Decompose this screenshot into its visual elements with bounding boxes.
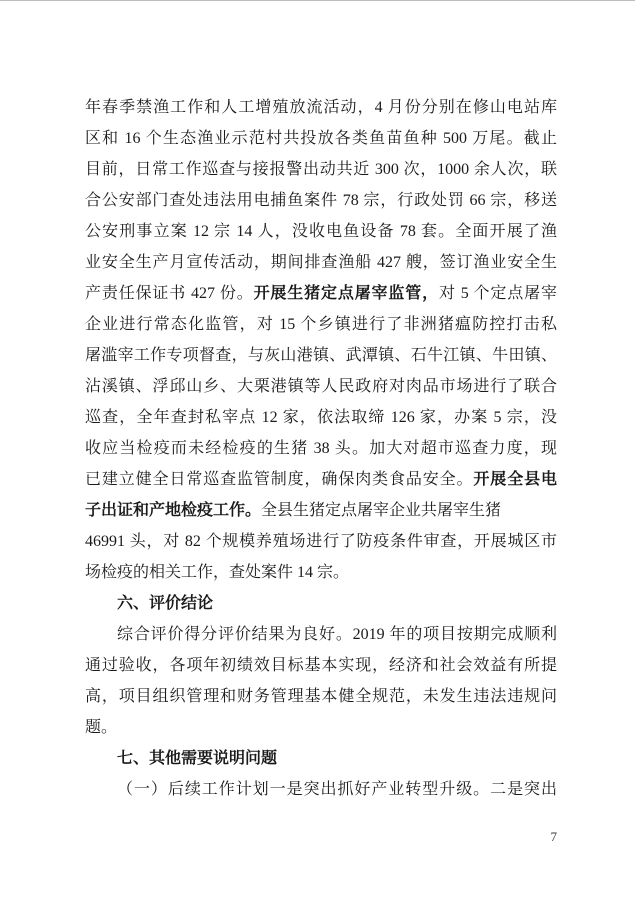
text-line xyxy=(85,681,557,712)
page-number: 7 xyxy=(550,829,557,844)
page-top-edge xyxy=(0,0,635,1)
text-line xyxy=(85,340,557,371)
bold-text-segment: 六、评价结论 xyxy=(117,595,214,612)
document-body xyxy=(85,92,557,805)
bold-text-segment: 开展生猪定点屠宰监管， xyxy=(253,285,439,302)
text-line xyxy=(85,402,557,433)
text-segment: 年春季禁渔工作和人工增殖放流活动，4 月份分别在修山电站库 xyxy=(85,99,557,116)
text-segment: 合公安部门查处违法用电捕鱼案件 78 宗，行政处罚 66 宗，移送 xyxy=(85,192,557,209)
text-segment: 业安全生产月宣传活动，期间排查渔船 427 艘，签订渔业安全生 xyxy=(85,254,557,271)
text-segment: 已建立健全日常巡查监管制度，确保肉类食品安全。 xyxy=(85,471,474,488)
text-line xyxy=(85,185,557,216)
text-segment: 高，项目组织管理和财务管理基本健全规范，未发生违法违规问 xyxy=(85,688,557,705)
text-segment: 产责任保证书 427 份。 xyxy=(85,285,254,302)
text-segment: 通过验收，各项年初绩效目标基本实现，经济和社会效益有所提 xyxy=(85,657,557,674)
text-segment: 全县生猪定点屠宰企业共屠宰生猪 xyxy=(261,502,502,519)
text-line xyxy=(85,650,557,681)
bold-text-segment: 开展全县电 xyxy=(473,471,557,488)
text-line xyxy=(85,712,557,743)
text-line xyxy=(85,774,557,805)
text-segment: （一）后续工作计划一是突出抓好产业转型升级。二是突出 xyxy=(117,781,557,798)
text-line xyxy=(85,557,557,588)
text-line xyxy=(85,247,557,278)
text-segment: 屠滥宰工作专项督查，与灰山港镇、武潭镇、石牛江镇、牛田镇、 xyxy=(85,347,557,364)
text-segment: 沾溪镇、浮邱山乡、大栗港镇等人民政府对肉品市场进行了联合 xyxy=(85,378,557,395)
text-line xyxy=(85,526,557,557)
section-heading xyxy=(85,588,557,619)
text-segment: 46991 头，对 82 个规模养殖场进行了防疫条件审查，开展城区市 xyxy=(85,533,557,550)
text-line xyxy=(85,495,557,526)
text-segment: 公安刑事立案 12 宗 14 人，没收电鱼设备 78 套。全面开展了渔 xyxy=(85,223,557,240)
text-segment: 巡查，全年查封私宰点 12 家，依法取缔 126 家，办案 5 宗，没 xyxy=(85,409,557,426)
text-line xyxy=(85,371,557,402)
bold-text-segment: 七、其他需要说明问题 xyxy=(117,750,278,767)
text-segment: 区和 16 个生态渔业示范村共投放各类鱼苗鱼种 500 万尾。截止 xyxy=(85,130,557,147)
text-line xyxy=(85,216,557,247)
text-line xyxy=(85,123,557,154)
section-heading xyxy=(85,743,557,774)
text-line xyxy=(85,464,557,495)
text-segment: 对 5 个定点屠宰 xyxy=(438,285,557,302)
text-segment: 题。 xyxy=(85,719,118,736)
text-line xyxy=(85,433,557,464)
text-segment: 综合评价得分评价结果为良好。2019 年的项目按期完成顺利 xyxy=(117,626,557,643)
text-line xyxy=(85,309,557,340)
text-segment: 企业进行常态化监管，对 15 个乡镇进行了非洲猪瘟防控打击私 xyxy=(85,316,557,333)
text-segment: 场检疫的相关工作，查处案件 14 宗。 xyxy=(85,564,350,581)
bold-text-segment: 子出证和产地检疫工作。 xyxy=(85,502,262,519)
text-line xyxy=(85,278,557,309)
text-line xyxy=(85,619,557,650)
text-line xyxy=(85,154,557,185)
text-segment: 收应当检疫而未经检疫的生猪 38 头。加大对超市巡查力度，现 xyxy=(85,440,557,457)
text-line xyxy=(85,92,557,123)
text-segment: 目前，日常工作巡查与接报警出动共近 300 次，1000 余人次，联 xyxy=(85,161,557,178)
